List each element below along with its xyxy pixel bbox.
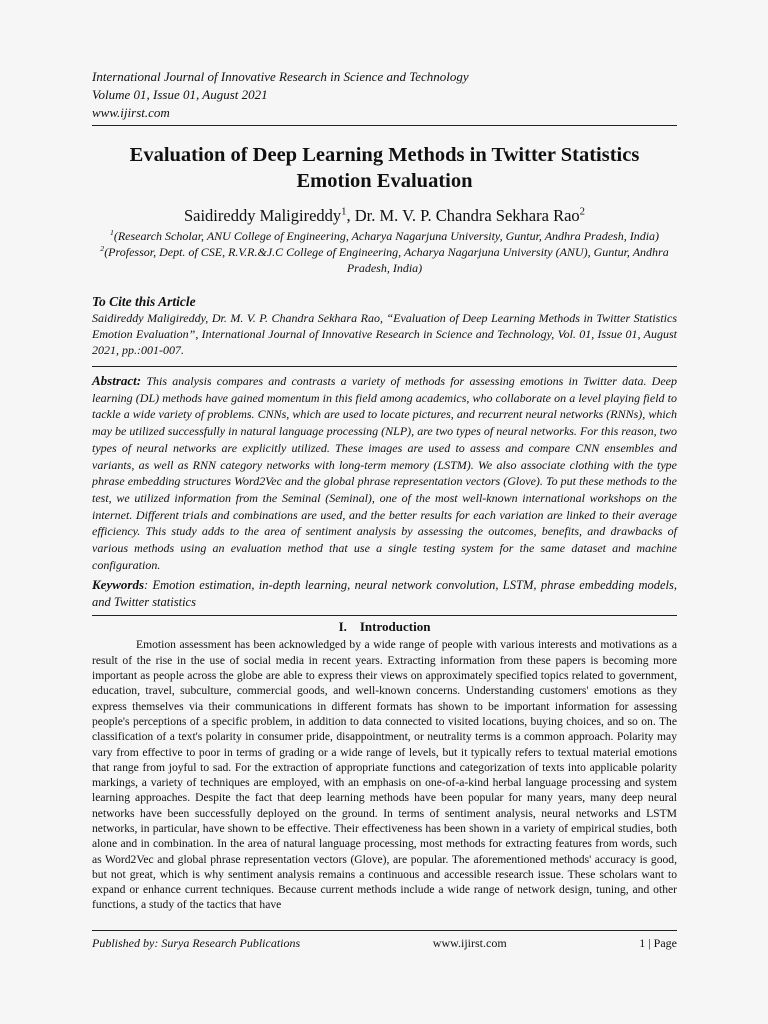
author-superscript: 1 [341, 205, 347, 218]
page-content [92, 68, 677, 913]
section-title: I. Introduction [338, 619, 431, 635]
abstract-label: Abstract: [92, 373, 142, 388]
paper-title: Evaluation of Deep Learning Methods in Twitter Statistics Emotion Evaluation [129, 144, 640, 192]
keywords-label: Keywords [92, 577, 144, 593]
author-name: Dr. M. V. P. Chandra Sekhara Rao [354, 206, 580, 225]
affiliations [92, 228, 677, 276]
affiliation-text: (Research Scholar, ANU College of Engineering, Acharya Nagarjuna University, Guntur, Andhra Pradesh, India) [113, 229, 660, 243]
keywords-text: : Emotion estimation, in-depth learning, neural network convolution, LSTM, phrase embedding models, and Twitter statistics [92, 578, 677, 610]
footer-rule [92, 930, 677, 931]
affiliation-superscript: 1 [109, 228, 114, 237]
cite-rule [92, 366, 677, 367]
footer-page-number: 1 | Page [639, 936, 677, 950]
author-line [92, 206, 677, 226]
author-separator: , [346, 206, 355, 225]
page-footer [92, 930, 677, 951]
affiliation-superscript: 2 [100, 244, 105, 253]
header-rule [92, 125, 677, 126]
author-name: Saidireddy Maligireddy [183, 206, 342, 225]
footer-row [92, 936, 677, 951]
journal-volume: Volume 01, Issue 01, August 2021 [92, 87, 268, 102]
cite-text: Saidireddy Maligireddy, Dr. M. V. P. Chandra Sekhara Rao, “Evaluation of Deep Learning Methods in Twitter Statistics Emotion Evaluation”, International Journal of Innovative Research in Science and Technology, Vol. 01, Issue 01, August 2021, pp.:001-007. [92, 311, 677, 357]
affiliation-2 [92, 244, 677, 276]
cite-heading: To Cite this Article [92, 294, 196, 309]
abstract-text: This analysis compares and contrasts a variety of methods for assessing emotions in Twitter data. Deep learning (DL) methods have gained momentum in this field among academics, who collaborate on a level playing field to tackle a wide variety of problems. CNNs, which are used to locate pictures, and recurrent neural networks (RNNs), which may be utilized successfully in natural language processing (NLP), are two types of neural networks. For this reason, two types of neural networks are explicitly utilized. These images are used to assess and compare CNN ensembles and variants, as well as RNN category networks with long-term memory (LSTM). We also associate clothing with the type phrase embedding structures Word2Vec and the global phrase representation vectors (Glove). To put these methods to the test, we utilized information from the Seminal (Seminal), one of the most well-known international workshops on the internet. Different trials and combinations are used, and the better results for each variation are linked to their average efficiency. This study adds to the area of sentiment analysis by assessing the outcomes, benefits, and drawbacks of various methods using an evaluation method that use a single testing system for the same dataset and machine configuration. [92, 374, 677, 572]
journal-website: www.ijirst.com [92, 105, 170, 120]
journal-header [92, 68, 677, 122]
author-superscript: 2 [579, 205, 586, 218]
keywords-rule [92, 615, 677, 616]
affiliation-text: (Professor, Dept. of CSE, R.V.R.&J.C College of Engineering, Acharya Nagarjuna University (ANU), Guntur, Andhra Pradesh, India) [104, 245, 669, 275]
keywords [92, 576, 677, 611]
affiliation-1 [92, 228, 677, 244]
footer-publisher: Published by: Surya Research Publications [92, 936, 301, 950]
journal-name: International Journal of Innovative Research in Science and Technology [92, 69, 469, 84]
abstract [92, 373, 677, 573]
intro-paragraph: Emotion assessment has been acknowledged by a wide range of people with various interests and motivations as a result of the rise in the use of social media in recent years. Extracting information from these papers is becoming more important as people across the globe are able to express their views on approximately specified topics related to government, education, travel, subculture, commercial goods, and well-known concerns. Understanding customers' emotions as they express themselves via their communications in different formats has shown to be important information for assessing people's perceptions of a specific problem, in addition to data connected to visited locations, buying choices, and so on. The classification of a text's polarity in consumer pride, disappointment, or neutrality terms is a common approach. Polarity may vary from effective to poor in terms of grading or a wide range of levels, but it typically refers to textual material emotions that range from joyful to sad. For the extraction of appropriate functions and categorization of texts into applicable polarity markings, a variety of techniques are employed, with an emphasis on one-of-a-kind herbal language processing and system learning approaches. Despite the fact that deep learning methods have been popular for many years, many deep neural networks have been successfully deployed on the ground. In terms of sentiment analysis, neural networks and LSTM networks, in particular, have shown to be effective. Their effectiveness has been shown in a variety of empirical studies, both alone and in combination. In the area of natural language processing, most methods for extracting features from words, such as Word2Vec and global phrase representation vectors (Glove), are popular. The aforementioned methods' accuracy is good, but not great, which is why sentiment analysis remains a continuous and accessible research issue. These scholars want to expand or enhance current techniques. Because current methods include a wide range of network design, tuning, and other functions, a study of the tactics that have [92, 638, 677, 912]
footer-website: www.ijirst.com [432, 936, 507, 950]
